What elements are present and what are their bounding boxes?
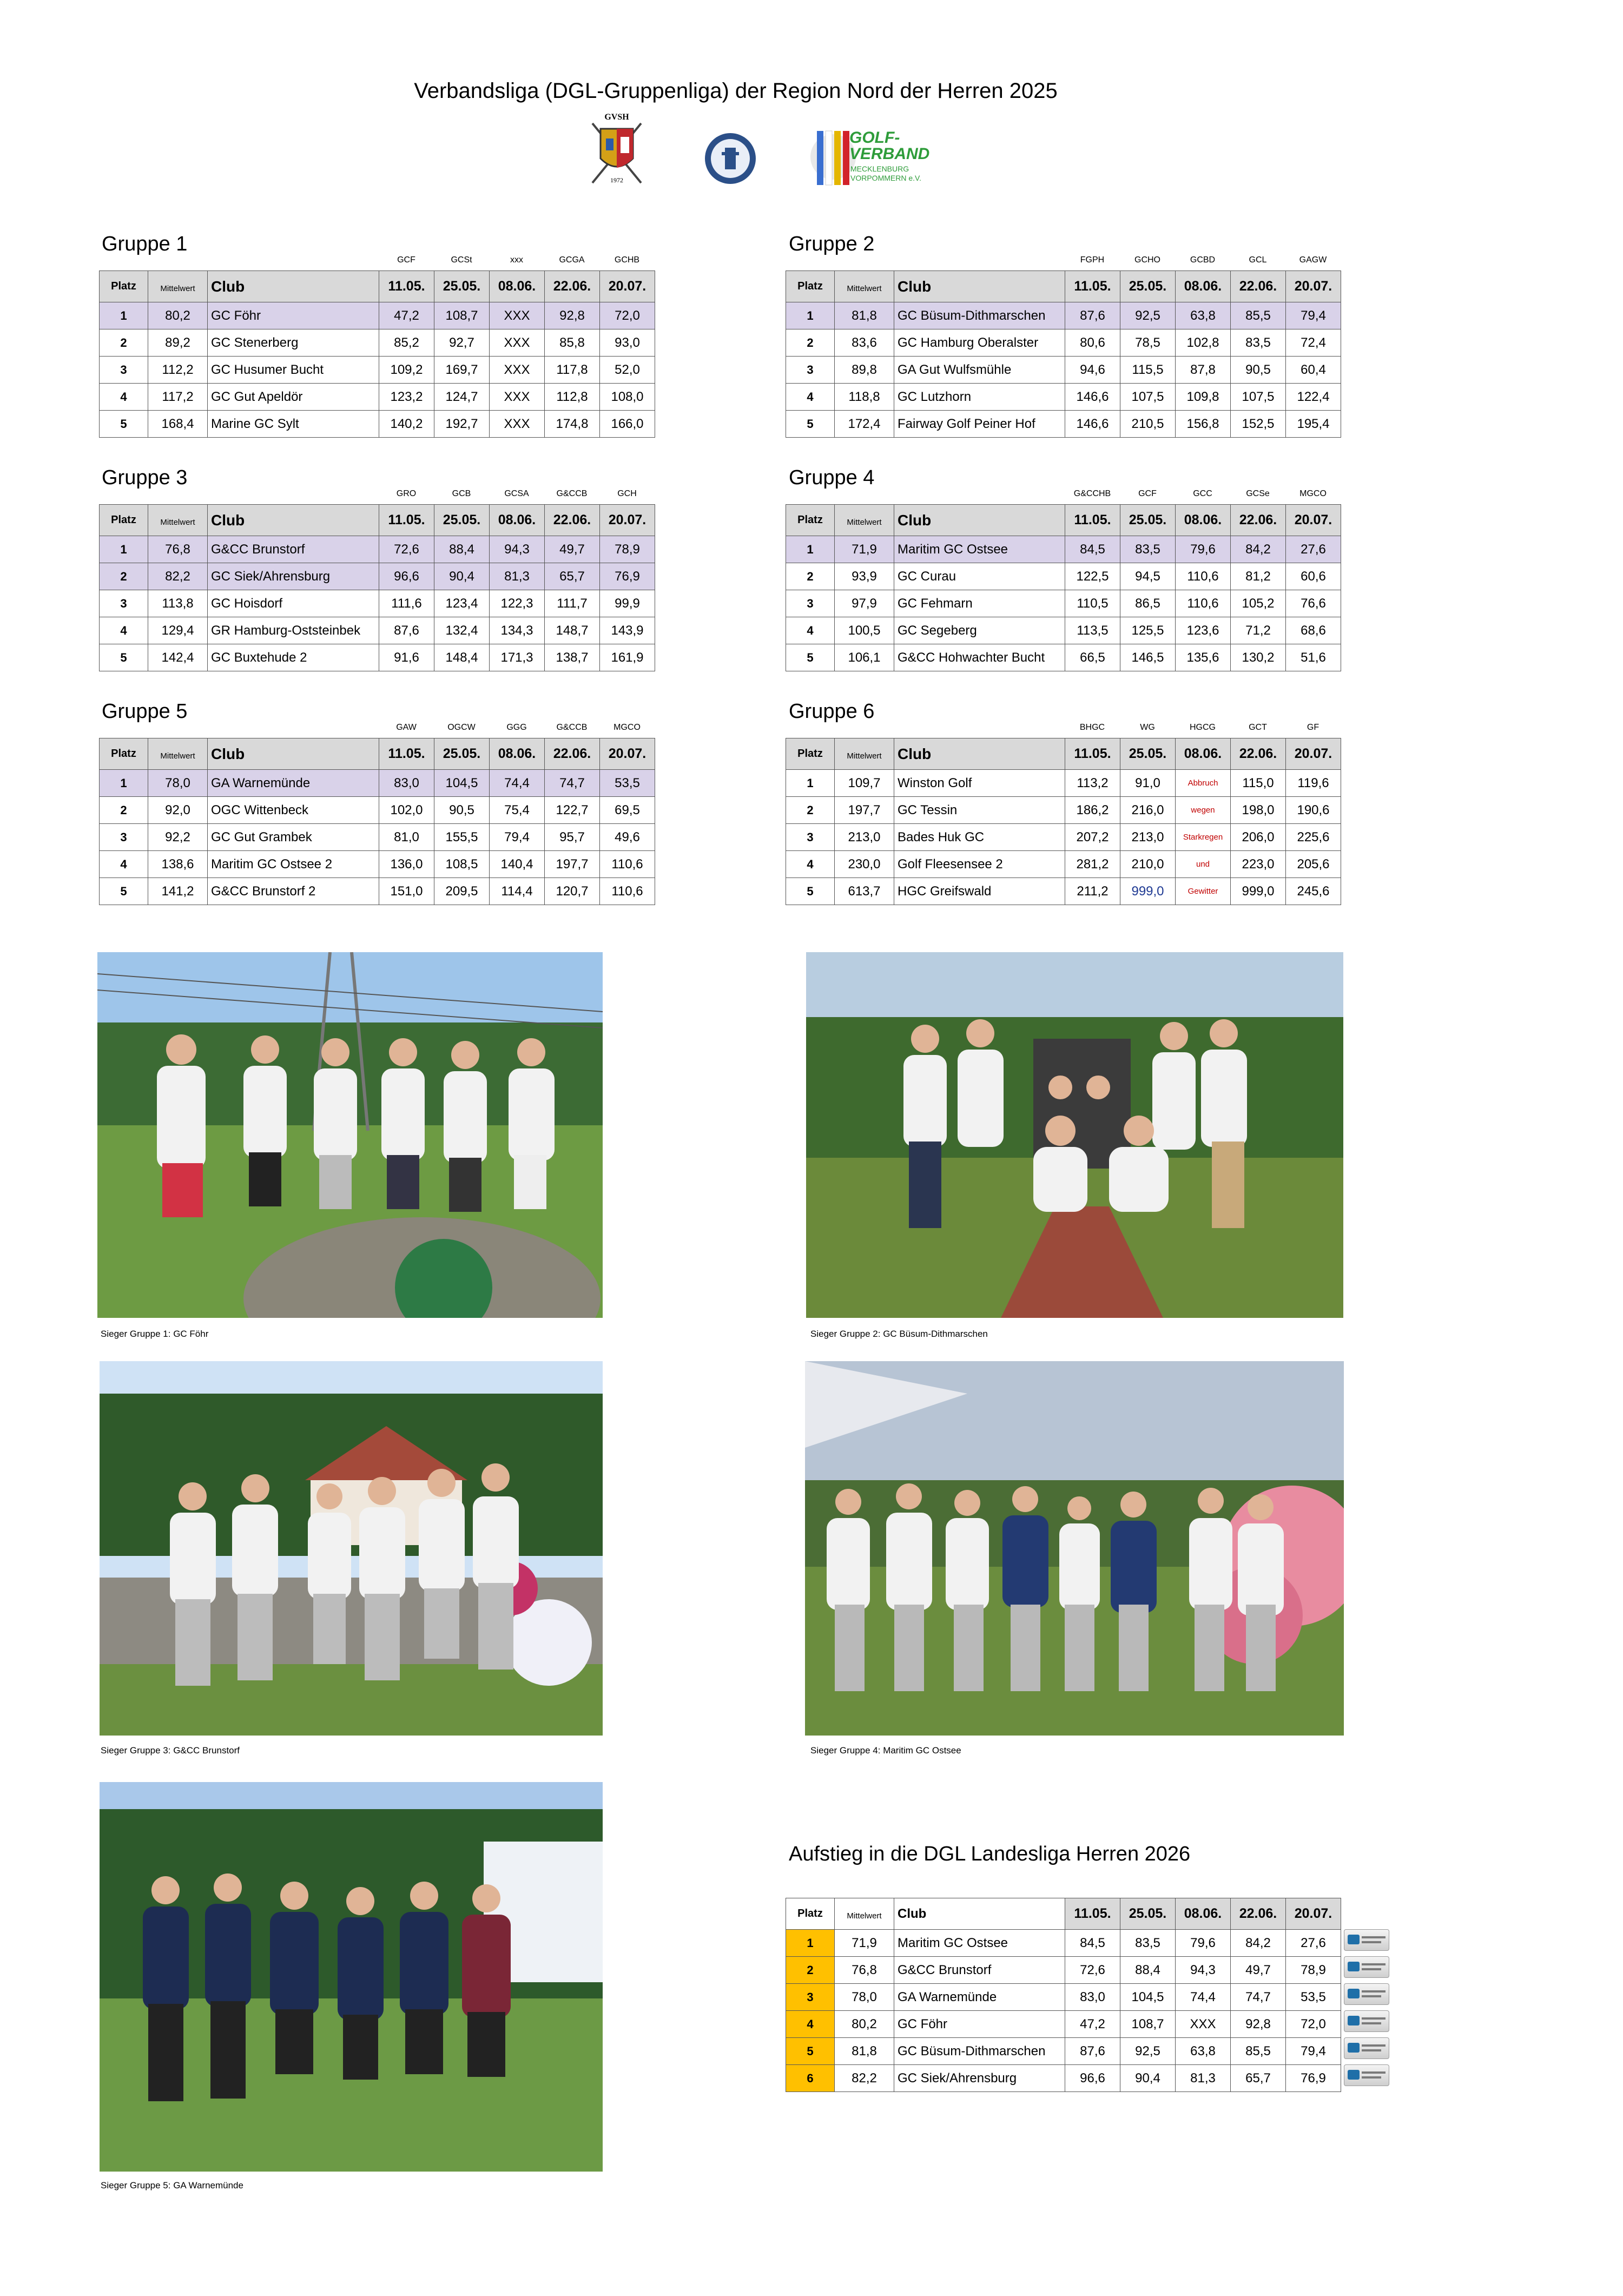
golfverband-mv-logo: GOLF- VERBAND MECKLENBURG VORPOMMERN e.V. xyxy=(806,126,947,190)
table-row: 2 83,6 GC Hamburg Oberalster 80,6 78,5 102,8 83,5 72,4 xyxy=(786,329,1341,357)
table-row: 2 89,2 GC Stenerberg 85,2 92,7 XXX 85,8 93,0 xyxy=(100,329,655,357)
group-2-title: Gruppe 2 xyxy=(789,233,875,255)
column-abbreviation: G&CCHB xyxy=(1073,489,1111,498)
table-header-row: Platz Mittelwert Club 11.05. 25.05. 08.06. 22.06. 20.07. xyxy=(100,738,655,770)
table-row: 1 81,8 GC Büsum-Dithmarschen 87,6 92,5 63,8 85,5 79,4 xyxy=(786,302,1341,329)
table-row: 1 80,2 GC Föhr 47,2 108,7 XXX 92,8 72,0 xyxy=(100,302,655,329)
table-row: 1 71,9 Maritim GC Ostsee 84,5 83,5 79,6 84,2 27,6 xyxy=(786,536,1341,563)
column-abbreviation: GCH xyxy=(617,489,637,498)
table-row: 4 129,4 GR Hamburg-Oststeinbek 87,6 132,4 134,3 148,7 143,9 xyxy=(100,617,655,644)
group-3-table xyxy=(99,504,655,671)
table-row: 1 76,8 G&CC Brunstorf 72,6 88,4 94,3 49,7 78,9 xyxy=(100,536,655,563)
table-row: 5 141,2 G&CC Brunstorf 2 151,0 209,5 114,4 120,7 110,6 xyxy=(100,878,655,905)
group-4-table xyxy=(786,504,1341,671)
column-abbreviation: GCB xyxy=(452,489,471,498)
column-abbreviation: GCSt xyxy=(451,255,472,265)
table-row: 2 76,8 G&CC Brunstorf 72,6 88,4 94,3 49,7 78,9 xyxy=(786,1957,1341,1984)
table-row: 2 82,2 GC Siek/Ahrensburg 96,6 90,4 81,3 65,7 76,9 xyxy=(100,563,655,590)
table-header-row: Platz Mittelwert Club 11.05. 25.05. 08.06. 22.06. 20.07. xyxy=(786,505,1341,536)
table-row: 2 92,0 OGC Wittenbeck 102,0 90,5 75,4 122,7 69,5 xyxy=(100,797,655,824)
table-row: 3 78,0 GA Warnemünde 83,0 104,5 74,4 74,7 53,5 xyxy=(786,1984,1341,2011)
group-5-table xyxy=(99,738,655,905)
column-abbreviation: G&CCB xyxy=(556,489,588,498)
group-3-title: Gruppe 3 xyxy=(102,466,188,489)
promotion-badge-icon xyxy=(1344,2010,1389,2032)
column-abbreviation: GF xyxy=(1307,723,1319,732)
table-row: 1 109,7 Winston Golf 113,2 91,0 Abbruch 115,0 119,6 xyxy=(786,770,1341,797)
column-abbreviation: GCL xyxy=(1249,255,1267,265)
column-abbreviation: MGCO xyxy=(613,723,641,732)
table-row: 3 92,2 GC Gut Grambek 81,0 155,5 79,4 95,7 49,6 xyxy=(100,824,655,851)
column-abbreviation: WG xyxy=(1140,723,1155,732)
winner-photo-group-2 xyxy=(806,952,1343,1318)
table-row: 5 106,1 G&CC Hohwachter Bucht 66,5 146,5 135,6 130,2 51,6 xyxy=(786,644,1341,671)
column-abbreviation: GCHB xyxy=(614,255,640,265)
gvsh-logo: GVSH 1972 xyxy=(587,113,646,188)
table-row: 3 113,8 GC Hoisdorf 111,6 123,4 122,3 111,7 99,9 xyxy=(100,590,655,617)
table-row: 4 80,2 GC Föhr 47,2 108,7 XXX 92,8 72,0 xyxy=(786,2011,1341,2038)
table-row: 5 81,8 GC Büsum-Dithmarschen 87,6 92,5 63,8 85,5 79,4 xyxy=(786,2038,1341,2065)
table-row: 4 100,5 GC Segeberg 113,5 125,5 123,6 71,2 68,6 xyxy=(786,617,1341,644)
table-header-row: Platz Mittelwert Club 11.05. 25.05. 08.06. 22.06. 20.07. xyxy=(100,505,655,536)
table-row: 6 82,2 GC Siek/Ahrensburg 96,6 90,4 81,3 65,7 76,9 xyxy=(786,2065,1341,2092)
column-abbreviation: BHGC xyxy=(1079,723,1105,732)
table-row: 3 213,0 Bades Huk GC 207,2 213,0 Starkregen 206,0 225,6 xyxy=(786,824,1341,851)
column-abbreviation: GCF xyxy=(397,255,415,265)
column-abbreviation: FGPH xyxy=(1080,255,1105,265)
winner-photo-group-4 xyxy=(805,1361,1344,1736)
table-row: 5 168,4 Marine GC Sylt 140,2 192,7 XXX 174,8 166,0 xyxy=(100,411,655,438)
table-row: 4 230,0 Golf Fleesensee 2 281,2 210,0 und 223,0 205,6 xyxy=(786,851,1341,878)
group-2-abbr-row xyxy=(1065,255,1341,269)
table-row: 5 172,4 Fairway Golf Peiner Hof 146,6 210,5 156,8 152,5 195,4 xyxy=(786,411,1341,438)
table-row: 2 197,7 GC Tessin 186,2 216,0 wegen 198,0 190,6 xyxy=(786,797,1341,824)
group-6-title: Gruppe 6 xyxy=(789,700,875,723)
column-abbreviation: GCC xyxy=(1193,489,1212,498)
column-abbreviation: HGCG xyxy=(1190,723,1216,732)
photo-caption-group-4: Sieger Gruppe 4: Maritim GC Ostsee xyxy=(810,1745,961,1756)
column-abbreviation: GGG xyxy=(506,723,527,732)
table-row: 2 93,9 GC Curau 122,5 94,5 110,6 81,2 60,6 xyxy=(786,563,1341,590)
column-abbreviation: GAW xyxy=(396,723,417,732)
column-abbreviation: GCF xyxy=(1138,489,1157,498)
table-row: 3 97,9 GC Fehmarn 110,5 86,5 110,6 105,2 76,6 xyxy=(786,590,1341,617)
group-4-title: Gruppe 4 xyxy=(789,466,875,489)
column-abbreviation: GRO xyxy=(396,489,417,498)
page-title: Verbandsliga (DGL-Gruppenliga) der Region Nord der Herren 2025 xyxy=(414,79,1058,103)
column-abbreviation: GAGW xyxy=(1299,255,1327,265)
promotion-badge-icon xyxy=(1344,1983,1389,2005)
table-header-row: Platz Mittelwert Club 11.05. 25.05. 08.06. 22.06. 20.07. xyxy=(786,271,1341,302)
promotion-table xyxy=(786,1898,1341,2092)
group-4-abbr-row xyxy=(1065,489,1341,503)
group-1-table xyxy=(99,270,655,438)
column-abbreviation: GCBD xyxy=(1190,255,1216,265)
table-row: 1 78,0 GA Warnemünde 83,0 104,5 74,4 74,7 53,5 xyxy=(100,770,655,797)
promotion-title: Aufstieg in die DGL Landesliga Herren 2026 xyxy=(789,1843,1191,1865)
table-row: 4 118,8 GC Lutzhorn 146,6 107,5 109,8 107,5 122,4 xyxy=(786,384,1341,411)
column-abbreviation: GCHO xyxy=(1134,255,1160,265)
club-seal-logo xyxy=(703,131,757,186)
winner-photo-group-1 xyxy=(97,952,603,1318)
group-5-abbr-row xyxy=(379,723,655,737)
column-abbreviation: OGCW xyxy=(447,723,476,732)
winner-photo-group-5 xyxy=(100,1782,603,2172)
table-row: 3 112,2 GC Husumer Bucht 109,2 169,7 XXX 117,8 52,0 xyxy=(100,357,655,384)
column-abbreviation: xxx xyxy=(510,255,523,265)
photo-caption-group-3: Sieger Gruppe 3: G&CC Brunstorf xyxy=(101,1745,240,1756)
promotion-badge-icon xyxy=(1344,2037,1389,2059)
table-row: 1 71,9 Maritim GC Ostsee 84,5 83,5 79,6 84,2 27,6 xyxy=(786,1930,1341,1957)
column-abbreviation: G&CCB xyxy=(556,723,588,732)
promotion-badge-icon xyxy=(1344,2064,1389,2086)
table-row: 4 117,2 GC Gut Apeldör 123,2 124,7 XXX 112,8 108,0 xyxy=(100,384,655,411)
table-row: 3 89,8 GA Gut Wulfsmühle 94,6 115,5 87,8 90,5 60,4 xyxy=(786,357,1341,384)
table-row: 5 613,7 HGC Greifswald 211,2 999,0 Gewitter 999,0 245,6 xyxy=(786,878,1341,905)
promotion-badge-icon xyxy=(1344,1956,1389,1978)
group-3-abbr-row xyxy=(379,489,655,503)
table-row: 5 142,4 GC Buxtehude 2 91,6 148,4 171,3 138,7 161,9 xyxy=(100,644,655,671)
column-abbreviation: GCSe xyxy=(1246,489,1270,498)
photo-caption-group-5: Sieger Gruppe 5: GA Warnemünde xyxy=(101,2180,243,2191)
group-5-title: Gruppe 5 xyxy=(102,700,188,723)
group-6-abbr-row xyxy=(1065,723,1341,737)
table-row: 4 138,6 Maritim GC Ostsee 2 136,0 108,5 140,4 197,7 110,6 xyxy=(100,851,655,878)
group-1-abbr-row xyxy=(379,255,655,269)
group-6-table xyxy=(786,738,1341,905)
column-abbreviation: GCGA xyxy=(559,255,585,265)
table-header-row: Platz Mittelwert Club 11.05. 25.05. 08.06. 22.06. 20.07. xyxy=(786,1898,1341,1930)
photo-caption-group-1: Sieger Gruppe 1: GC Föhr xyxy=(101,1329,209,1339)
group-1-title: Gruppe 1 xyxy=(102,233,188,255)
winner-photo-group-3 xyxy=(100,1361,603,1736)
column-abbreviation: MGCO xyxy=(1299,489,1327,498)
promotion-badge-icon xyxy=(1344,1929,1389,1951)
photo-caption-group-2: Sieger Gruppe 2: GC Büsum-Dithmarschen xyxy=(810,1329,988,1339)
table-header-row: Platz Mittelwert Club 11.05. 25.05. 08.06. 22.06. 20.07. xyxy=(100,271,655,302)
column-abbreviation: GCT xyxy=(1249,723,1267,732)
table-header-row: Platz Mittelwert Club 11.05. 25.05. 08.06. 22.06. 20.07. xyxy=(786,738,1341,770)
group-2-table xyxy=(786,270,1341,438)
column-abbreviation: GCSA xyxy=(504,489,529,498)
